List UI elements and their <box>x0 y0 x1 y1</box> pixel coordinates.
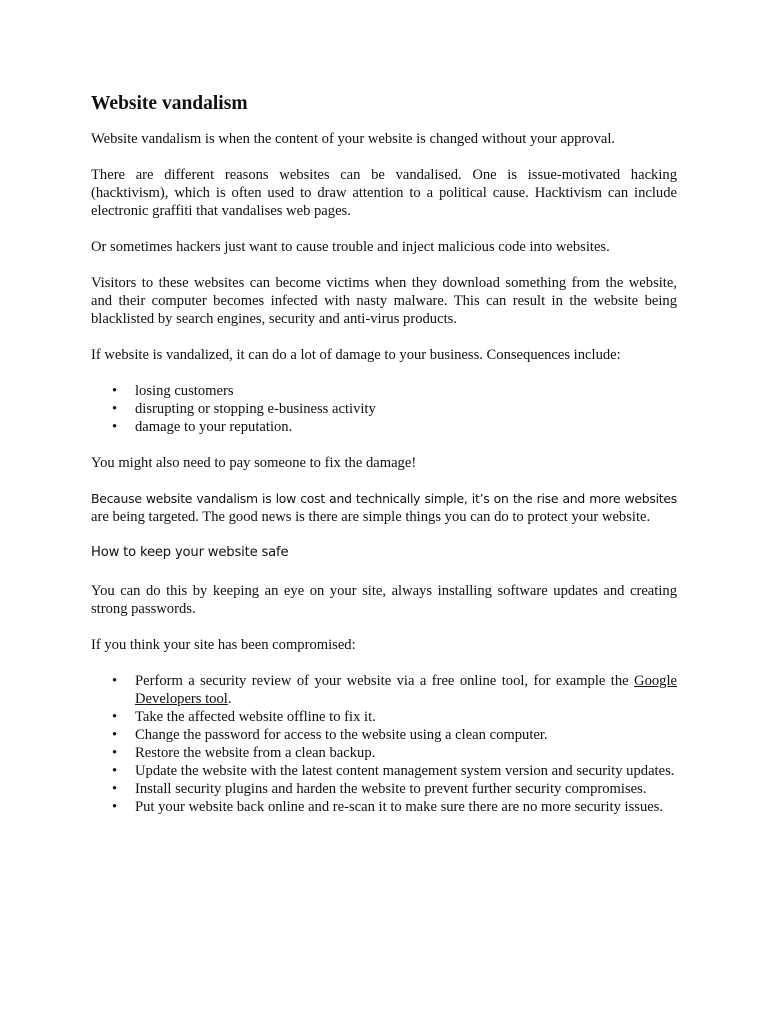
intro-paragraph: Website vandalism is when the content of your website is changed without your approval. <box>91 131 616 147</box>
list-item: • Install security plugins and harden the website to prevent further security compromises. <box>91 780 677 798</box>
list-item: • Put your website back online and re-scan it to make sure there are no more security issues. <box>91 798 677 816</box>
section-subheading: How to keep your website safe <box>91 545 289 560</box>
rise-paragraph-part1: Because website vandalism is low cost and technically simple, it’s on the rise and more websites <box>91 491 677 506</box>
list-item: • Restore the website from a clean backup. <box>91 744 677 762</box>
google-developers-tool-link[interactable]: Google Developers tool <box>135 673 677 707</box>
keep-safe-paragraph: You can do this by keeping an eye on your site, always installing software updates and creating strong passwords. <box>91 583 677 617</box>
list-item: • damage to your reputation. <box>91 418 677 436</box>
compromised-paragraph: If you think your site has been compromised: <box>91 637 356 653</box>
list-item: • Take the affected website offline to fix it. <box>91 708 677 726</box>
list-item: • disrupting or stopping e-business activity <box>91 400 677 418</box>
document-title: Website vandalism <box>91 93 248 114</box>
consequences-paragraph: If website is vandalized, it can do a lot of damage to your business. Consequences include: <box>91 347 621 363</box>
list-item: • Change the password for access to the website using a clean computer. <box>91 726 677 744</box>
step1-suffix: . <box>227 691 232 707</box>
step1-prefix: Perform a security review of your website via a free online tool, for example the <box>135 673 635 689</box>
visitors-paragraph: Visitors to these websites can become victims when they download something from the website, and their computer becomes infected with nasty malware. This can result in the website being blacklisted by search engines, security and anti-virus products. <box>91 275 677 327</box>
consequences-list <box>91 382 677 436</box>
list-item: • Update the website with the latest content management system version and security updates. <box>91 762 677 780</box>
fix-paragraph: You might also need to pay someone to fix the damage! <box>91 455 417 471</box>
list-item: • losing customers <box>91 382 677 400</box>
reasons-paragraph: There are different reasons websites can be vandalised. One is issue-motivated hacking (hacktivism), which is often used to draw attention to a political cause. Hacktivism can include electronic graffiti that vandalises web pages. <box>91 167 677 219</box>
steps-list <box>91 672 677 816</box>
trouble-paragraph: Or sometimes hackers just want to cause trouble and inject malicious code into websites. <box>91 239 610 255</box>
rise-paragraph-part2: are being targeted. The good news is there are simple things you can do to protect your website. <box>91 509 651 525</box>
rise-paragraph <box>91 490 677 526</box>
list-item <box>91 672 677 708</box>
